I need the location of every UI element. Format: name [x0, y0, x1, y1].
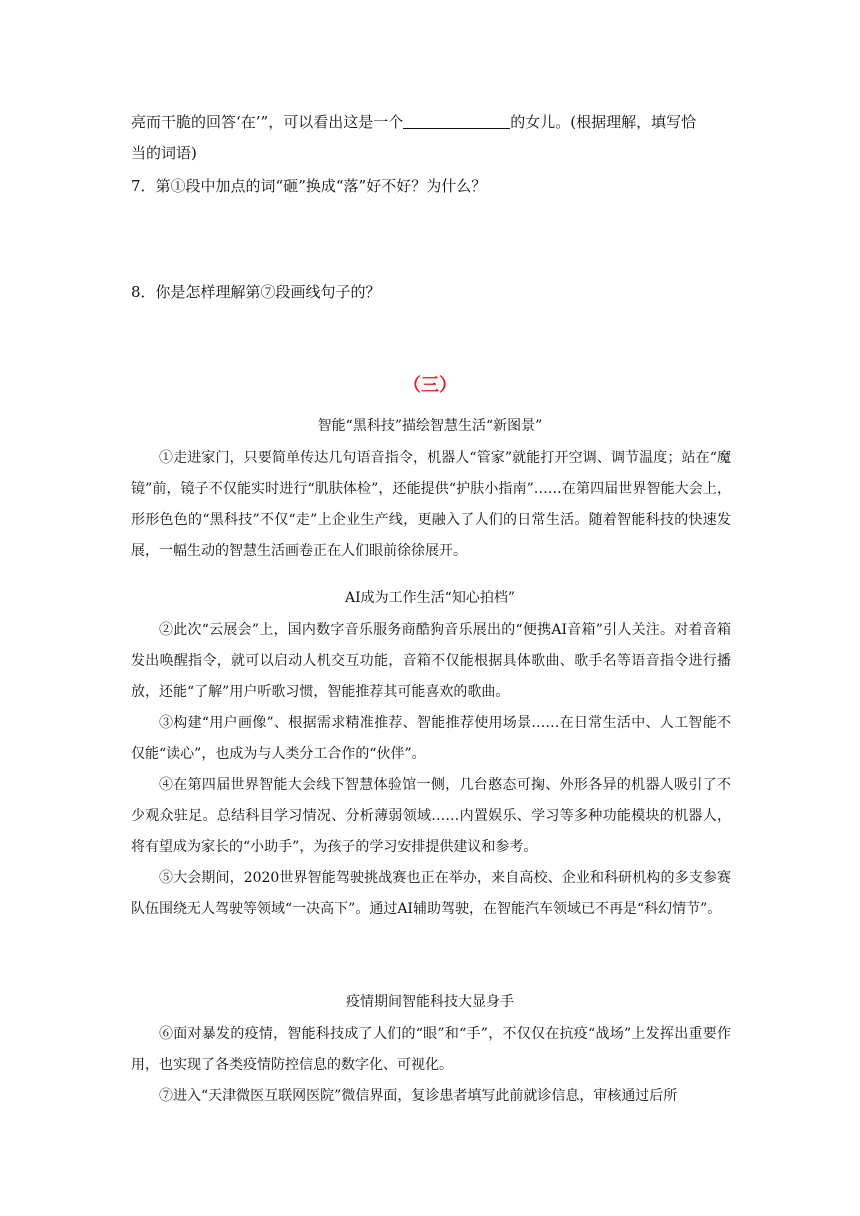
paragraph-block-1 — [131, 443, 731, 567]
subheading-ai-partner: AI成为工作生活“知心拍档” — [345, 590, 515, 606]
paragraph-7: ⑦进入“天津微医互联网医院”微信界面，复诊患者填写此前就诊信息，审核通过后所 — [159, 1088, 678, 1104]
question-7: 7．第①段中加点的词“砸”换成“落”好不好？为什么？ — [131, 177, 487, 195]
paragraph-1: ①走进家门，只要简单传达几句语音指令，机器人“管家”就能打开空调、调节温度；站在“魔镜”前，镜子不仅能实时进行“肌肤体检”，还能提供“护肤小指南”……在第四届世界智能大会上，形形色色的“黑科技”不仅“走”上企业生产线，更融入了人们的日常生活。随着智能科技的快速发展，一幅生动的智慧生活画卷正在人们眼前徐徐展开。 — [131, 450, 731, 559]
question-8: 8．你是怎样理解第⑦段画线句子的？ — [131, 283, 381, 301]
paragraph-3: ③构建“用户画像”、根据需求精准推荐、智能推荐使用场景……在日常生活中、人工智能不仅能“读心”，也成为与人类分工合作的“伙伴”。 — [131, 715, 731, 762]
subheading-epidemic: 疫情期间智能科技大显身手 — [346, 994, 514, 1010]
article-title: 智能“黑科技”描绘智慧生活“新图景” — [317, 418, 543, 434]
paragraph-5: ⑤大会期间，2020世界智能驾驶挑战赛也正在举办，来自高校、企业和科研机构的多支参赛队伍围绕无人驾驶等领域“一决高下”。通过AI辅助驾驶，在智能汽车领域已不再是“科幻情节”。 — [131, 870, 731, 917]
paragraph-6: ⑥面对暴发的疫情，智能科技成了人们的“眼”和“手”，不仅仅在抗疫“战场”上发挥出重要作用，也实现了各类疫情防控信息的数字化、可视化。 — [131, 1026, 731, 1073]
paragraph-block-2 — [131, 615, 731, 925]
q6-text-b: 的女儿。(根据理解，填写恰 — [510, 113, 697, 131]
section-number: （三） — [403, 375, 457, 396]
paragraph-4: ④在第四届世界智能大会线下智慧体验馆一侧，几台憨态可掬、外形各异的机器人吸引了不少观众驻足。总结科目学习情况、分析薄弱领域……内置娱乐、学习等多种功能模块的机器人，将有望成为家长的“小助手”，为孩子的学习安排提供建议和参考。 — [131, 777, 731, 855]
question-6-continuation — [131, 112, 696, 132]
answer-blank[interactable] — [403, 114, 510, 129]
q6-text-a: 亮而干脆的回答‘在’”，可以看出这是一个 — [131, 113, 404, 131]
paragraph-2: ②此次“云展会”上，国内数字音乐服务商酷狗音乐展出的“便携AI音箱”引人关注。对着音箱发出唤醒指令，就可以启动人机交互功能，音箱不仅能根据具体歌曲、歌手名等语音指令进行播放，还能“了解”用户听歌习惯，智能推荐其可能喜欢的歌曲。 — [131, 622, 731, 700]
q6-text-c: 当的词语) — [131, 144, 197, 162]
paragraph-block-3 — [131, 1019, 731, 1112]
